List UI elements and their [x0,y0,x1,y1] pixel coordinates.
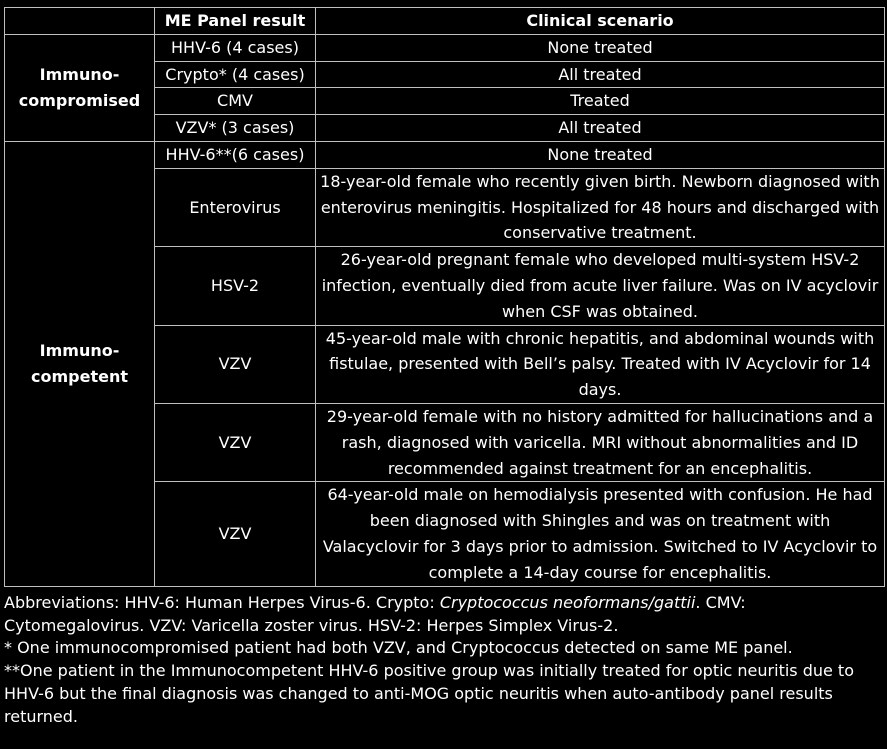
group-label-line: Immuno- [39,340,120,360]
abbreviations-suffix: . CMV: Cytomegalovirus. VZV: Varicella zoster virus. HSV-2: Herpes Simplex Virus-2. [4,593,746,635]
me-panel-result-cell: Crypto* (4 cases) [155,61,316,88]
me-panel-result-cell: HSV-2 [155,247,316,325]
me-panel-result-cell: VZV [155,482,316,586]
clinical-scenario-cell: None treated [316,34,885,61]
header-row [5,8,885,35]
me-panel-result-cell: Enterovirus [155,168,316,246]
clinical-scenario-cell: 18-year-old female who recently given birth. Newborn diagnosed with enterovirus meningitis. Hospitalized for 48 hours and discharged with conservative treatment. [316,168,885,246]
me-panel-result-cell: CMV [155,88,316,115]
clinical-scenario-cell: All treated [316,61,885,88]
footnotes [4,592,884,728]
abbreviations-italic: Cryptococcus neoformans/gattii [439,593,696,612]
me-panel-result-cell: VZV [155,325,316,403]
group-label-immunocompetent [5,141,155,586]
group-label-immunocompromised [5,34,155,141]
me-panel-result-cell: HHV-6 (4 cases) [155,34,316,61]
clinical-scenario-cell: 26-year-old pregnant female who developed multi-system HSV-2 infection, eventually died from acute liver failure. Was on IV acyclovir when CSF was obtained. [316,247,885,325]
group-label-line: compromised [18,90,141,110]
clinical-scenario-cell: 64-year-old male on hemodialysis presented with confusion. He had been diagnosed with Shingles and was on treatment with Valacyclovir for 3 days prior to admission. Switched to IV Acyclovir to complete a 14-day course for encephalitis. [316,482,885,586]
footnote-single-asterisk: * One immunocompromised patient had both VZV, and Cryptococcus detected on same ME panel. [4,638,793,658]
me-panel-result-cell: VZV* (3 cases) [155,115,316,142]
clinical-scenario-cell: Treated [316,88,885,115]
group-label-line: Immuno- [39,65,120,85]
clinical-scenario-cell: All treated [316,115,885,142]
header-clinical-scenario: Clinical scenario [316,8,885,35]
header-me-panel-result: ME Panel result [155,8,316,35]
results-table [4,7,885,587]
abbreviations-note [4,592,884,637]
me-panel-result-cell: HHV-6**(6 cases) [155,141,316,168]
abbreviations-prefix: Abbreviations: HHV-6: Human Herpes Virus-6. Crypto: [4,593,440,612]
results-table-container [4,7,884,587]
table-row [5,34,885,61]
clinical-scenario-cell: 29-year-old female with no history admitted for hallucinations and a rash, diagnosed with varicella. MRI without abnormalities and ID recommended against treatment for an encephalitis. [316,403,885,481]
clinical-scenario-cell: 45-year-old male with chronic hepatitis, and abdominal wounds with fistulae, presented with Bell’s palsy. Treated with IV Acyclovir for 14 days. [316,325,885,403]
group-label-line: competent [31,366,128,386]
footnote-double-asterisk: **One patient in the Immunocompetent HHV-6 positive group was initially treated for optic neuritis due to HHV-6 but the final diagnosis was changed to anti-MOG optic neuritis when auto-antibody panel results returned. [4,661,854,726]
table-row [5,141,885,168]
clinical-scenario-cell: None treated [316,141,885,168]
header-group [5,8,155,35]
me-panel-result-cell: VZV [155,403,316,481]
